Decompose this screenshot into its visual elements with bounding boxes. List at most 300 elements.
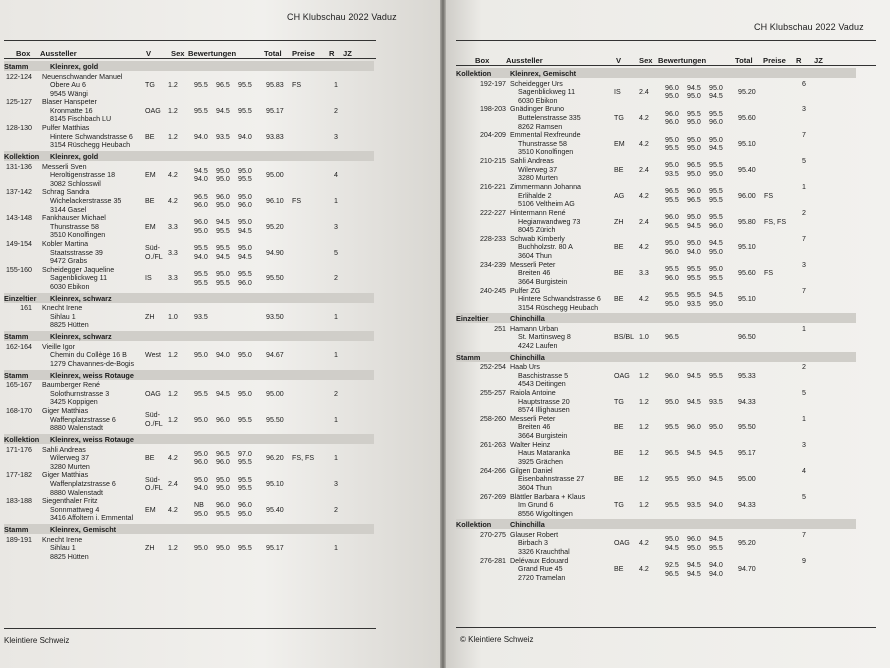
entry-total: 95.17 [266, 544, 284, 553]
score-value: 95.0 [216, 166, 230, 175]
score-value: 95.5 [238, 475, 252, 484]
entry-region: BE [614, 449, 624, 458]
exhibitor-name: Gilgen Daniel [510, 466, 553, 475]
entry-row [446, 157, 890, 183]
entry-total: 95.17 [266, 106, 284, 115]
score-value: 96.0 [665, 371, 679, 380]
exhibitor-address: 8825 Hütten [50, 321, 89, 330]
score-value: 96.0 [238, 201, 252, 210]
exhibitor-address: St. Martinsweg 8 [518, 333, 571, 342]
entry-total: 95.40 [266, 505, 284, 514]
score-value: 95.5 [238, 81, 252, 90]
entry-row [446, 105, 890, 131]
entry-row [0, 266, 440, 292]
score-value: 94.5 [216, 106, 230, 115]
entry-region: BE [145, 196, 155, 205]
score-value: 94.5 [687, 449, 701, 458]
entry-rank: 1 [802, 324, 806, 333]
left-page [0, 0, 440, 668]
column-header-box: Box [475, 56, 490, 65]
exhibitor-address: Birbach 3 [518, 539, 548, 548]
exhibitor-address: Erlihalde 2 [518, 191, 552, 200]
entry-region: BE [614, 269, 624, 278]
exhibitor-address: Thunstrasse 58 [518, 139, 567, 148]
entry-row [0, 446, 440, 472]
score-value: 95.0 [687, 239, 701, 248]
column-header-v: V [616, 56, 622, 65]
score-value: 94.5 [709, 535, 723, 544]
right-page [446, 0, 890, 668]
entry-box: 122-124 [5, 72, 32, 81]
score-value: 94.5 [709, 92, 723, 101]
exhibitor-name: Knecht Irene [42, 535, 83, 544]
exhibitor-address: 3425 Koppigen [50, 398, 98, 407]
entry-box: 143-148 [5, 214, 32, 223]
score-value: 95.5 [238, 484, 252, 493]
section-breed: Kleinrex, schwarz [50, 293, 112, 303]
exhibitor-name: Baumberger René [42, 381, 100, 390]
entry-sex: 4.2 [639, 565, 649, 574]
score-value: 95.5 [194, 389, 208, 398]
entry-box: 276-281 [479, 556, 506, 565]
entry-box: 270-275 [479, 530, 506, 539]
exhibitor-address: Heroltigenstrasse 18 [50, 171, 116, 180]
entry-sex: 3.3 [168, 274, 178, 283]
score-value: 95.5 [194, 106, 208, 115]
exhibitor-address: 4543 Deitingen [518, 380, 566, 389]
entry-sex: 1.2 [639, 475, 649, 484]
entry-box: 251 [494, 324, 506, 333]
score-value: 95.0 [216, 270, 230, 279]
exhibitor-address: 3082 Schlosswil [50, 179, 101, 188]
score-value: 94.5 [709, 449, 723, 458]
column-header-r: R [796, 56, 802, 65]
score-value: 95.0 [194, 475, 208, 484]
entry-row [0, 240, 440, 266]
score-value: 95.0 [665, 161, 679, 170]
exhibitor-address: 3144 Gasel [50, 205, 87, 214]
score-value: 94.5 [665, 543, 679, 552]
score-value: 93.5 [687, 501, 701, 510]
exhibitor-name: Blaser Hanspeter [42, 98, 97, 107]
score-value: 95.5 [216, 278, 230, 287]
score-value: 96.0 [216, 415, 230, 424]
entry-sex: 4.2 [168, 171, 178, 180]
exhibitor-name: Raiola Antoine [510, 389, 556, 397]
score-value: 94.5 [216, 218, 230, 227]
entry-region: IS [145, 274, 152, 283]
entry-row [446, 363, 890, 389]
exhibitor-name: Pulfer ZG [510, 286, 541, 295]
entry-total: 95.20 [738, 88, 756, 97]
entry-box: 155-160 [5, 265, 32, 274]
exhibitor-address: Kronmatte 16 [50, 106, 93, 115]
score-value: 95.5 [709, 195, 723, 204]
score-value: 96.5 [216, 449, 230, 458]
score-value: 95.5 [194, 81, 208, 90]
column-header-sex: Sex [639, 56, 653, 65]
entry-sex: 4.2 [639, 295, 649, 304]
exhibitor-address: Buttelenstrasse 335 [518, 113, 581, 122]
entry-sex: 4.2 [639, 191, 649, 200]
score-value: 96.0 [665, 247, 679, 256]
column-header-r: R [329, 49, 335, 58]
entry-rank: 1 [334, 415, 338, 424]
score-value: 96.5 [216, 81, 230, 90]
entry-box: 171-176 [5, 445, 32, 454]
entry-rank: 2 [334, 106, 338, 115]
section-breed: Chinchilla [510, 352, 545, 362]
exhibitor-address: 3280 Murten [518, 174, 558, 183]
exhibitor-address: Breiten 46 [518, 269, 551, 278]
exhibitor-name: Schrag Sandra [42, 188, 90, 197]
entry-box: 162-164 [5, 342, 32, 351]
section-breed: Kleinrex, gold [50, 152, 99, 162]
entry-sex: 1.2 [168, 351, 178, 360]
entry-prizes: FS [764, 191, 774, 200]
score-value: 95.5 [665, 195, 679, 204]
section-breed: Kleinrex, gold [50, 62, 99, 71]
entry-total: 95.10 [738, 295, 756, 304]
entry-rank: 1 [802, 183, 806, 192]
score-value: 95.5 [665, 475, 679, 484]
entry-total: 95.40 [738, 165, 756, 174]
exhibitor-name: Gnädinger Bruno [510, 105, 565, 114]
score-value: 95.5 [709, 187, 723, 196]
exhibitor-address: 3154 Rüschegg Heubach [50, 141, 131, 150]
exhibitor-address: Wilerweg 37 [518, 165, 558, 174]
exhibitor-name: Siegenthaler Fritz [42, 497, 98, 506]
exhibitor-address: Sihlau 1 [50, 544, 76, 553]
entry-box: 222-227 [479, 209, 506, 217]
entry-total: 95.10 [738, 243, 756, 252]
entry-total: 95.80 [738, 217, 756, 226]
entry-box: 137-142 [5, 188, 32, 197]
entry-region: West [145, 351, 162, 360]
exhibitor-address: Wichelackerstrasse 35 [50, 196, 122, 205]
column-header-jz: JZ [814, 56, 823, 65]
entry-row [446, 80, 890, 106]
entry-total: 95.00 [266, 171, 284, 180]
section-breed: Chinchilla [510, 314, 545, 324]
page-footer: Kleintiere Schweiz [4, 636, 70, 645]
section-category: Kollektion [456, 69, 492, 78]
score-value: 94.5 [709, 239, 723, 248]
score-value: 95.5 [665, 290, 679, 299]
score-value: 95.5 [709, 161, 723, 170]
entry-total: 95.60 [738, 269, 756, 278]
score-value: 94.5 [216, 389, 230, 398]
exhibitor-address: 8145 Fischbach LU [50, 115, 112, 124]
entry-region: Süd-O./FL [145, 411, 163, 428]
entry-total: 96.00 [738, 191, 756, 200]
score-value: 96.5 [665, 221, 679, 230]
score-value: 94.0 [194, 175, 208, 184]
column-header-v: V [146, 49, 152, 58]
score-value: 95.0 [709, 299, 723, 308]
entry-rank: 4 [802, 466, 806, 475]
score-value: 95.0 [709, 423, 723, 432]
entry-sex: 3.3 [168, 248, 178, 257]
entry-region: TG [614, 501, 624, 510]
entry-rank: 4 [334, 171, 338, 180]
exhibitor-name: Messerli Sven [42, 162, 87, 171]
entry-total: 95.83 [266, 81, 284, 90]
score-value: 94.5 [216, 252, 230, 261]
score-value: 95.5 [709, 371, 723, 380]
score-value: 96.0 [687, 187, 701, 196]
score-value: 95.0 [194, 415, 208, 424]
entry-region: TG [145, 81, 155, 90]
entry-rank: 3 [802, 105, 806, 114]
entry-total: 95.10 [738, 139, 756, 148]
entry-sex: 2.4 [639, 217, 649, 226]
entry-region: Süd-O./FL [145, 244, 163, 261]
entry-box: 267-269 [479, 492, 506, 501]
score-value: 94.0 [709, 569, 723, 578]
entry-sex: 2.4 [168, 479, 178, 488]
exhibitor-name: Vieille Igor [42, 342, 75, 351]
score-value: 95.5 [709, 543, 723, 552]
exhibitor-address: Solothurnstrasse 3 [50, 389, 110, 398]
score-value: 95.5 [238, 175, 252, 184]
entry-box: 216-221 [479, 183, 506, 192]
entry-region: AG [614, 191, 625, 200]
entry-sex: 2.4 [639, 88, 649, 97]
score-value: 94.5 [687, 221, 701, 230]
exhibitor-name: Schwab Kimberly [510, 234, 565, 243]
exhibitor-address: Waffenplatzstrasse 6 [50, 479, 116, 488]
entry-prizes: FS [292, 81, 302, 90]
exhibitor-address: Im Grund 6 [518, 501, 554, 510]
entry-box: 149-154 [5, 240, 32, 248]
score-value: 94.0 [194, 132, 208, 141]
entry-row [0, 497, 440, 523]
entry-total: 96.50 [738, 333, 756, 342]
section-breed: Kleinrex, Gemischt [510, 69, 577, 78]
score-value: 95.0 [238, 218, 252, 227]
score-value: 96.0 [665, 109, 679, 118]
entry-region: BS/BL [614, 333, 635, 342]
section-header [456, 313, 856, 323]
entry-total: 95.50 [738, 423, 756, 432]
exhibitor-address: 3416 Affoltern i. Emmental [50, 514, 134, 523]
entry-row [0, 163, 440, 189]
score-value: 95.0 [216, 201, 230, 210]
entry-total: 94.67 [266, 351, 284, 360]
entry-region: IS [614, 88, 621, 97]
exhibitor-address: 8262 Ramsen [518, 122, 563, 131]
section-breed: Kleinrex, weiss Rotauge [50, 370, 134, 380]
score-value: 95.0 [238, 166, 252, 175]
section-category: Einzeltier [4, 293, 37, 303]
entry-sex: 3.3 [168, 222, 178, 231]
score-value: 95.5 [687, 265, 701, 274]
entry-box: 234-239 [479, 260, 506, 269]
entry-row [0, 73, 440, 99]
entry-sex: 1.2 [168, 544, 178, 553]
entry-region: EM [145, 171, 156, 180]
entry-total: 93.83 [266, 132, 284, 141]
entry-row [0, 471, 440, 497]
section-category: Stamm [4, 370, 29, 380]
score-value: 95.0 [687, 543, 701, 552]
footer-rule [456, 627, 876, 628]
section-category: Stamm [4, 525, 29, 535]
score-value: 95.0 [687, 135, 701, 144]
entry-region: BE [614, 295, 624, 304]
section-category: Stamm [4, 332, 29, 342]
entry-region: BE [145, 454, 155, 463]
section-breed: Kleinrex, weiss Rotauge [50, 435, 134, 445]
exhibitor-address: Breiten 46 [518, 423, 551, 432]
entry-region: Süd-O./FL [145, 475, 163, 493]
score-value: 95.0 [709, 170, 723, 179]
entry-box: 125-127 [5, 98, 32, 107]
entry-total: 95.60 [738, 113, 756, 122]
entry-sex: 4.2 [639, 139, 649, 148]
score-value: 95.5 [238, 415, 252, 424]
column-header-aussteller: Aussteller [506, 56, 543, 65]
score-value: 94.5 [238, 227, 252, 236]
column-header-rule [4, 58, 376, 59]
column-header-box: Box [16, 49, 31, 58]
exhibitor-address: 4242 Laufen [518, 342, 558, 351]
score-value: 96.5 [665, 333, 679, 342]
entry-box: 165-167 [5, 381, 32, 390]
entry-box: 183-188 [5, 497, 32, 506]
score-value: 95.0 [687, 92, 701, 101]
exhibitor-name: Pulfer Matthias [42, 124, 90, 133]
section-breed: Chinchilla [510, 520, 545, 530]
entry-box: 177-182 [5, 471, 32, 480]
exhibitor-address: 3326 Krauchthal [518, 547, 570, 556]
score-value: 95.0 [687, 170, 701, 179]
section-header [456, 519, 856, 529]
score-value: 96.0 [194, 218, 208, 227]
column-header-aussteller: Aussteller [40, 49, 77, 58]
entry-row [446, 389, 890, 415]
header-rule [456, 40, 876, 41]
exhibitor-address: 2720 Tramelan [518, 573, 566, 582]
score-value: 93.5 [194, 312, 208, 321]
exhibitor-name: Sahli Andreas [42, 445, 86, 454]
score-value: 94.5 [709, 475, 723, 484]
entry-rank: 7 [802, 234, 806, 243]
exhibitor-name: Messerli Peter [510, 414, 556, 423]
score-value: 94.0 [709, 501, 723, 510]
entry-total: 95.50 [266, 415, 284, 424]
score-value: 96.0 [665, 273, 679, 282]
score-value: 95.5 [709, 109, 723, 118]
entry-total: 95.33 [738, 371, 756, 380]
column-header-rule [456, 65, 876, 66]
exhibitor-address: 3604 Thun [518, 252, 552, 261]
entry-row [446, 441, 890, 467]
entry-row [446, 287, 890, 313]
score-value: 95.5 [709, 213, 723, 222]
entry-sex: 1.2 [168, 132, 178, 141]
exhibitor-name: Hamann Urban [510, 324, 559, 333]
score-value: 95.0 [194, 510, 208, 519]
entry-rank: 5 [802, 157, 806, 166]
entry-sex: 4.2 [639, 243, 649, 252]
score-value: 94.5 [687, 397, 701, 406]
entry-sex: 1.2 [168, 106, 178, 115]
entry-rank: 3 [802, 260, 806, 269]
entry-prizes: FS, FS [292, 454, 315, 463]
entry-region: OAG [614, 539, 630, 548]
entry-region: OAG [145, 389, 161, 398]
exhibitor-address: 8045 Zürich [518, 226, 556, 235]
score-value: 96.5 [687, 161, 701, 170]
score-value: 96.0 [194, 201, 208, 210]
score-value: 94.5 [687, 560, 701, 569]
entry-total: 96.10 [266, 196, 284, 205]
entry-rank: 7 [802, 286, 806, 295]
exhibitor-address: Sonnmattweg 4 [50, 505, 100, 514]
score-value: 96.0 [216, 458, 230, 467]
entry-rank: 5 [802, 389, 806, 397]
exhibitor-name: Hintermann René [510, 209, 566, 217]
exhibitor-address: Sihlau 1 [50, 312, 76, 321]
score-value: 95.5 [665, 265, 679, 274]
exhibitor-name: Fankhauser Michael [42, 214, 106, 223]
entry-total: 94.90 [266, 248, 284, 257]
exhibitor-address: Eisenbahnstrasse 27 [518, 475, 585, 484]
score-value: 95.0 [194, 544, 208, 553]
score-value: 94.0 [687, 247, 701, 256]
exhibitor-address: 9472 Grabs [50, 257, 88, 266]
entry-region: OAG [614, 371, 630, 380]
entry-sex: 1.2 [168, 415, 178, 424]
score-value: 95.0 [665, 535, 679, 544]
column-header-total: Total [735, 56, 753, 65]
entry-box: 168-170 [5, 407, 32, 416]
exhibitor-address: Grand Rue 45 [518, 565, 563, 574]
entry-box: 210-215 [479, 157, 506, 166]
exhibitor-name: Messerli Peter [510, 260, 556, 269]
entry-sex: 1.0 [168, 312, 178, 321]
section-header [4, 293, 374, 303]
section-category: Einzeltier [456, 314, 489, 324]
entry-row [446, 325, 890, 351]
entry-sex: 4.2 [168, 454, 178, 463]
entry-sex: 1.2 [639, 449, 649, 458]
entry-box: 128-130 [5, 124, 32, 133]
score-value: 95.0 [687, 213, 701, 222]
score-value: 95.5 [194, 244, 208, 253]
exhibitor-name: Kobler Martina [42, 240, 89, 248]
score-value: 95.5 [194, 278, 208, 287]
exhibitor-address: Waffenplatzstrasse 6 [50, 415, 116, 424]
score-value: 95.5 [665, 423, 679, 432]
entry-sex: 4.2 [168, 505, 178, 514]
entry-row [446, 261, 890, 287]
entry-total: 96.20 [266, 454, 284, 463]
entry-sex: 1.0 [639, 333, 649, 342]
section-category: Kollektion [456, 520, 492, 530]
entry-rank: 1 [334, 196, 338, 205]
entry-rank: 3 [802, 440, 806, 449]
running-header-title: CH Klubschau 2022 Vaduz [754, 22, 864, 32]
entry-row [446, 493, 890, 519]
entry-rank: 3 [334, 132, 338, 141]
score-value: 96.0 [665, 83, 679, 92]
score-value: 93.5 [665, 170, 679, 179]
entry-total: 95.50 [266, 274, 284, 283]
entry-total: 95.00 [738, 475, 756, 484]
